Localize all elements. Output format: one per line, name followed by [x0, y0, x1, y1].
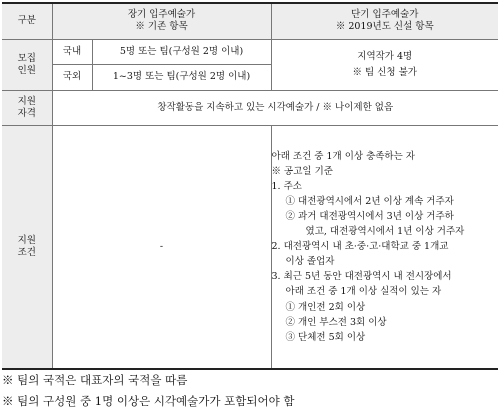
header-gubun: 구분	[2, 3, 52, 39]
footnote-team-member: ※ 팀의 구성원 중 1명 이상은 시각예술가가 포함되어야 함	[2, 394, 295, 408]
recruit-row-domestic	[2, 39, 498, 64]
qualification-value: 창작활동을 지속하고 있는 시각예술가 / ※ 나이제한 없음	[52, 90, 498, 125]
condition-line: ② 과거 대전광역시에서 3년 이상 거주하	[285, 211, 454, 223]
qualification-label: 지원 자격	[2, 90, 52, 125]
condition-line: 였고, 대전광역시에서 1년 이상 거주자	[305, 226, 465, 238]
short-term-recruit	[271, 39, 498, 90]
condition-line: ① 개인전 2회 이상	[285, 301, 366, 313]
short-term-recruit-count: 지역작가 4명	[357, 50, 413, 62]
condition-line: ① 대전광역시에서 2년 이상 계속 거주자	[285, 195, 454, 207]
condition-line: 2. 대전광역시 내 초·중·고·대학교 중 1개교	[271, 241, 449, 253]
condition-line: ※ 공고일 기준	[271, 165, 333, 177]
recruit-label: 모집 인원	[2, 39, 52, 90]
short-term-conditions	[271, 125, 498, 369]
foreign-value: 1~3명 또는 팀(구성원 2명 이내)	[92, 64, 271, 90]
condition-line: ③ 단체전 5회 이상	[285, 331, 366, 343]
domestic-label: 국내	[52, 39, 92, 64]
conditions-label: 지원 조건	[2, 125, 52, 369]
footnotes	[2, 370, 498, 412]
long-term-conditions: -	[52, 125, 271, 369]
footnote-nationality: ※ 팀의 국적은 대표자의 국적을 따름	[2, 373, 188, 387]
condition-line: 3. 최근 5년 동안 대전광역시 내 전시장에서	[271, 271, 452, 283]
header-long-term	[52, 3, 271, 39]
long-term-subtitle: ※ 기존 항목	[135, 21, 188, 33]
short-term-recruit-note: ※ 팀 신청 불가	[352, 66, 417, 78]
short-term-subtitle: ※ 2019년도 신설 항목	[335, 21, 434, 33]
condition-line: 1. 주소	[271, 180, 302, 192]
long-term-title: 장기 입주예술가	[127, 9, 196, 21]
short-term-title: 단기 입주예술가	[351, 9, 419, 21]
condition-line: 아래 조건 중 1개 이상 충족하는 자	[271, 150, 415, 162]
foreign-label: 국외	[52, 64, 92, 90]
condition-line: ② 개인 부스전 3회 이상	[285, 316, 387, 328]
condition-line: 이상 졸업자	[285, 256, 335, 268]
conditions-row	[2, 125, 498, 369]
condition-line: 아래 조건 중 1개 이상 실적이 있는 자	[285, 286, 442, 298]
qualification-row	[2, 90, 498, 125]
domestic-value: 5명 또는 팀(구성원 2명 이내)	[92, 39, 271, 64]
header-short-term	[271, 3, 498, 39]
header-row	[2, 3, 498, 39]
artist-residency-table	[2, 2, 498, 370]
